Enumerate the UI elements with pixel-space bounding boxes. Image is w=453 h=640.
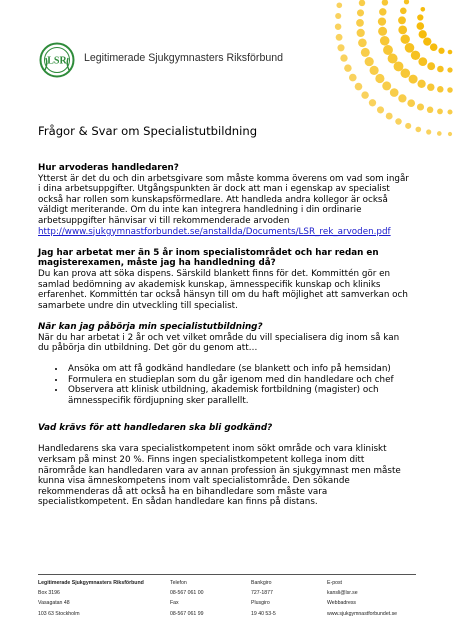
sun-dot — [426, 129, 431, 134]
list-item: • Formulera en studieplan som du går igenom med din handledare och chef — [66, 375, 410, 386]
sun-dot — [417, 103, 424, 110]
footer-address: Legitimerade Sjukgymnasters Riksförbund Box 3196 Vasagatan 48 103 63 Stockholm — [38, 580, 144, 617]
sun-dot — [437, 109, 443, 115]
sun-dot — [390, 88, 399, 97]
sun-dot — [447, 109, 452, 114]
sun-dot — [448, 50, 453, 55]
list-item: • Ansöka om att få godkänd handledare (se blankett och info på hemsidan) — [66, 364, 410, 375]
sun-dot — [378, 17, 386, 25]
footer-giro: Bankgiro 727-1877 Plusgiro 19 40 53-5 — [251, 580, 276, 617]
sun-dot — [382, 81, 391, 90]
answer-3: När du har arbetat i 2 år och vet vilket område du vill specialisera dig inom så kan du påbörja din utbildning. Det gör du genom att… — [38, 332, 400, 354]
sun-dot — [377, 106, 384, 113]
sun-dot — [407, 99, 415, 107]
sun-dot — [417, 80, 425, 88]
sun-dot — [382, 0, 389, 6]
question-3: När kan jag påbörja min specialistutbildning? — [38, 321, 263, 332]
sun-dot — [405, 43, 415, 53]
sun-dot — [336, 34, 343, 41]
sun-dot — [383, 45, 393, 55]
sun-dot — [359, 0, 365, 6]
sun-dot — [344, 64, 352, 72]
question-1: Hur arvoderas handledaren? — [38, 163, 179, 173]
sun-dot — [448, 132, 452, 136]
page-title: Frågor & Svar om Specialistutbildning — [38, 124, 258, 138]
sun-dot — [401, 69, 411, 79]
arvode-link[interactable]: http://www.sjukgymnastforbundet.se/anstallda/Documents/LSR_rek_arvoden.pdf — [38, 226, 391, 237]
sun-dot — [427, 62, 435, 70]
footer-phone: Telefon 08-567 061 00 Fax 08-567 061 99 — [170, 580, 204, 617]
sun-dot — [375, 74, 384, 83]
sun-dot — [420, 7, 425, 12]
sun-dot — [337, 44, 344, 51]
sun-dot — [423, 37, 431, 45]
sun-dot — [361, 48, 370, 57]
sun-dot — [335, 13, 341, 19]
sun-dot — [356, 19, 364, 27]
document-body — [38, 163, 410, 508]
sun-dot — [357, 29, 365, 37]
sun-dot — [437, 66, 444, 73]
sun-dot — [365, 57, 374, 66]
sun-dot — [438, 48, 444, 54]
sun-dot — [370, 66, 379, 75]
sun-dot — [398, 94, 406, 102]
sun-dot — [437, 86, 444, 93]
sun-dot — [404, 0, 409, 4]
sun-dot — [417, 14, 423, 20]
sun-dot — [398, 16, 406, 24]
sun-dot — [335, 23, 342, 30]
sun-dot — [411, 51, 420, 60]
sun-dot — [418, 57, 427, 66]
list-item: • Observera att klinisk utbildning, akademisk fortbildning (magister) och ämnesspecifik fördjupning sker parallellt. — [66, 385, 410, 406]
org-name: Legitimerade Sjukgymnasters Riksförbund — [84, 52, 284, 64]
sun-dot — [405, 123, 411, 129]
sun-dot — [379, 8, 386, 15]
logo-text: LSR — [47, 55, 67, 67]
sun-dot — [417, 22, 425, 30]
sun-dot — [427, 83, 434, 90]
question-4: Vad krävs för att handledaren ska bli godkänd? — [38, 423, 273, 434]
sun-dot — [401, 35, 410, 44]
sun-dot — [340, 54, 347, 61]
answer-2: Du kan prova att söka dispens. Särskild blankett finns för det. Kommittén gör en samlad bedömning av akademisk kunskap, ämnesspecifik kunskap och kliniks erfarenhet. Kommittén tar också hänsyn till om du haft möjlighet att samverkan och samarbete undre din utveckling till specialist. — [38, 268, 408, 311]
sun-dot — [336, 2, 342, 8]
sun-dot — [400, 7, 407, 14]
sun-dot — [361, 91, 369, 99]
sun-dot — [447, 67, 452, 72]
sun-dot — [357, 9, 364, 16]
sun-dot — [369, 99, 376, 106]
sun-dot — [415, 127, 421, 133]
sun-dot — [355, 83, 363, 91]
sun-dot — [395, 118, 402, 125]
sun-dot — [419, 30, 427, 38]
sun-dot — [430, 43, 438, 51]
sun-dot — [394, 61, 404, 71]
footer-divider — [38, 574, 416, 575]
answer-1: Ytterst är det du och din arbetsgivare som måste komma överens om vad som ingår i dina arbetsuppgifter. Utgångspunkten är dock att man i egenskap av specialist också har rollen som kunskapsförmedlare. Att handleda andra kollegor är också väldigt meriterande. Om du inte kan integrera handledning i din ordinarie arbetsuppgifter hänvisar vi till rekommenderade arvoden — [38, 173, 409, 226]
sun-dot — [378, 27, 387, 36]
sun-dot — [409, 75, 418, 84]
sun-decoration — [300, 0, 453, 140]
sun-dot — [398, 26, 407, 35]
question-2: Jag har arbetat mer än 5 år inom specialistområdet och har redan en magisterexamen, måste jag ha handledning då? — [38, 247, 379, 269]
sun-dot — [437, 131, 442, 136]
sun-dot — [358, 38, 367, 47]
steps-list — [38, 364, 410, 406]
sun-dot — [386, 113, 393, 120]
sun-dot — [388, 54, 398, 64]
footer-web: E-post kansli@lsr.se Webbadress www.sjukgymnastforbundet.se — [327, 580, 398, 617]
lsr-logo — [38, 42, 76, 78]
sun-dot — [427, 107, 433, 113]
answer-4: Handledarens ska vara specialistkompetent inom sökt område och vara kliniskt verksam på minst 20 %. Finns ingen specialistkompetent kollega inom ditt närområde kan handledaren vara av annan profession än sjukgymnast men måste kunna visa ämneskompetens inom valt specialistområde. Den sökande rekommenderas då att också ha en bihandledare som måste vara specialistkompetent. En sådan handledare kan finns på distans. — [38, 444, 401, 508]
sun-dot — [349, 74, 357, 82]
sun-dot — [447, 87, 453, 93]
sun-dot — [380, 36, 390, 46]
